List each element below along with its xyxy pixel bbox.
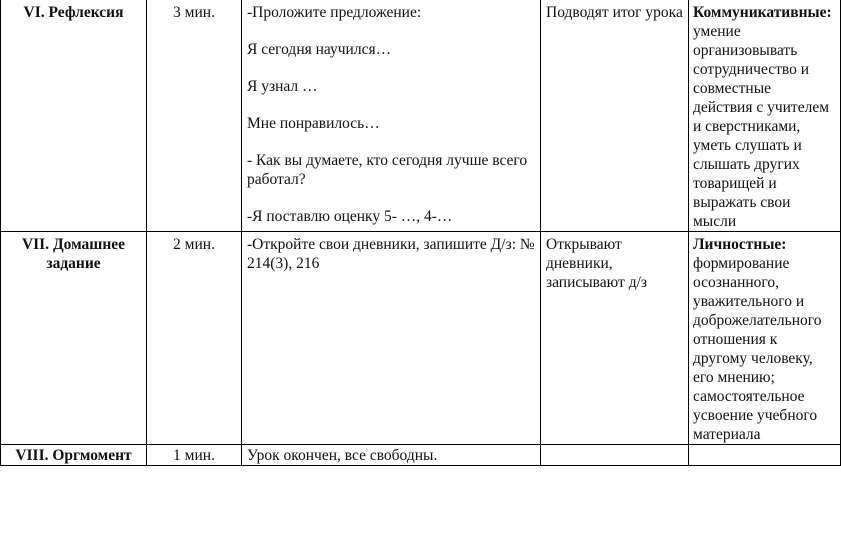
time-label: 3 мин. (173, 4, 215, 21)
skills-line: и сверстниками, (693, 118, 801, 135)
skills-title: Коммуникативные: (693, 4, 832, 21)
teacher-line: -Проложите предложение: (247, 4, 422, 21)
line-gap (247, 59, 535, 77)
teacher-activity-cell (242, 0, 541, 232)
skills-title: Личностные: (693, 236, 787, 253)
teacher-activity-cell (242, 232, 541, 445)
teacher-line: Мне понравилось… (247, 115, 380, 132)
student-activity-text: Открывают дневники, записывают д/з (546, 236, 648, 291)
skills-line: самостоятельное (693, 388, 805, 405)
teacher-line: -Откройте свои дневники, запишите Д/з: № 214(3), 216 (247, 236, 535, 272)
stage-cell (1, 232, 147, 445)
line-gap (247, 96, 535, 114)
table-row (1, 0, 841, 232)
line-gap (247, 189, 535, 207)
skills-line: усвоение учебного (693, 407, 818, 424)
student-activity-text: Подводят итог урока (546, 4, 683, 21)
skills-line: уважительного и (693, 293, 805, 310)
table-row (1, 445, 841, 466)
skills-line: другому человеку, (693, 350, 813, 367)
time-cell (147, 232, 242, 445)
time-cell (147, 445, 242, 466)
time-cell (147, 0, 242, 232)
stage-label: VI. Рефлексия (23, 4, 124, 21)
skills-line: уметь слушать и (693, 137, 802, 154)
skills-line: сотрудничество и (693, 61, 810, 78)
student-activity-cell (541, 0, 689, 232)
skills-line: материала (693, 426, 761, 443)
skills-line: товарищей и (693, 175, 777, 192)
teacher-activity-cell (242, 445, 541, 466)
teacher-line: Урок окончен, все свободны. (247, 447, 438, 464)
stage-label: VIII. Оргмомент (15, 447, 132, 464)
teacher-line: Я сегодня научился… (247, 41, 392, 58)
student-activity-cell (541, 445, 689, 466)
skills-line: слышать других (693, 156, 800, 173)
line-gap (247, 22, 535, 40)
stage-label: VII. Домашнее задание (21, 236, 126, 272)
stage-cell (1, 0, 147, 232)
skills-line: осознанного, (693, 274, 779, 291)
line-gap (247, 133, 535, 151)
skills-line: мысли (693, 213, 737, 230)
skills-line: умение (693, 23, 741, 40)
skills-line: выражать свои (693, 194, 791, 211)
teacher-line: - Как вы думаете, кто сегодня лучше всего работал? (247, 152, 528, 188)
student-activity-cell (541, 232, 689, 445)
skills-line: действия с учителем (693, 99, 830, 116)
stage-cell (1, 445, 147, 466)
teacher-line: Я узнал … (247, 78, 318, 95)
skills-cell (689, 232, 841, 445)
skills-line: доброжелательного (693, 312, 822, 329)
skills-cell (689, 445, 841, 466)
skills-line: формирование (693, 255, 790, 272)
skills-cell (689, 0, 841, 232)
skills-line: его мнению; (693, 369, 775, 386)
time-label: 2 мин. (173, 236, 215, 253)
table-row (1, 232, 841, 445)
time-label: 1 мин. (173, 447, 215, 464)
teacher-line: -Я поставлю оценку 5- …, 4-… (247, 208, 453, 225)
skills-line: совместные (693, 80, 771, 97)
skills-line: отношения к (693, 331, 778, 348)
skills-line: организовывать (693, 42, 798, 59)
